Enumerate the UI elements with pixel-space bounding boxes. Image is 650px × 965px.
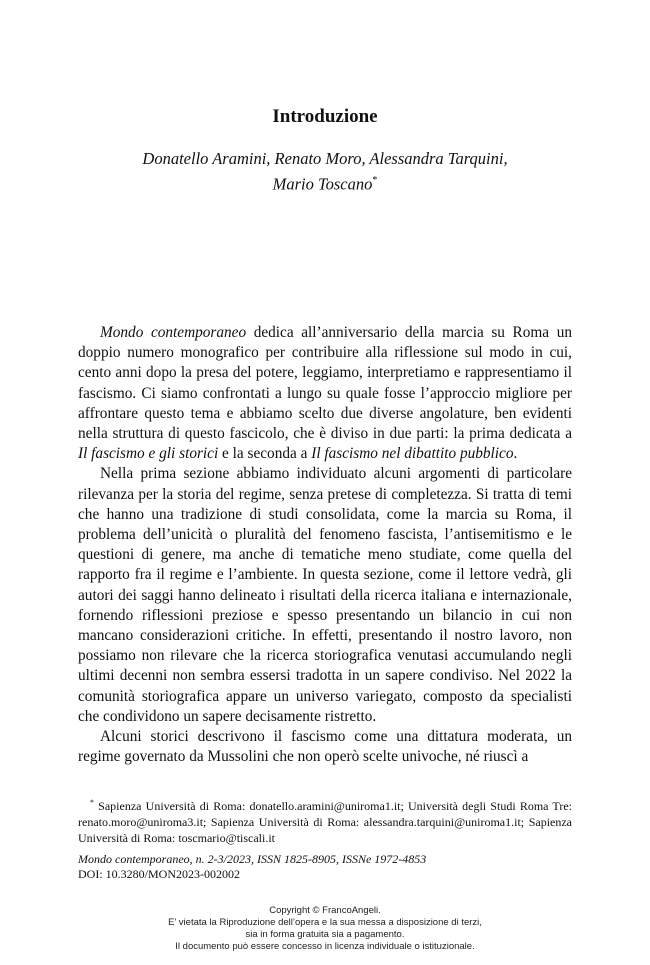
footnote-text (78, 795, 572, 846)
citation-block (78, 852, 572, 882)
copyright-line-3: sia in forma gratuita sia a pagamento. (245, 929, 405, 940)
footnote-marker: * (90, 798, 94, 807)
doi[interactable]: DOI: 10.3280/MON2023-002002 (78, 867, 240, 881)
last-author: Mario Toscano (272, 174, 373, 194)
section-title-1-italic: Il fascismo e gli storici (78, 445, 219, 463)
author-note-marker[interactable]: * (372, 175, 378, 186)
copyright-notice (0, 905, 650, 953)
footnote (78, 795, 572, 846)
journal-citation: Mondo contemporaneo, n. 2-3/2023, ISSN 1825-8905, ISSNe 1972-4853 (78, 852, 427, 866)
copyright-line-1: Copyright © FrancoAngeli. (269, 905, 381, 916)
authors-line-1: Donatello Aramini, Renato Moro, Alessandra Tarquini, (142, 149, 508, 168)
copyright-line-2: E’ vietata la Riproduzione dell’opera e la sua messa a disposizione di terzi, (168, 917, 482, 928)
article-body (78, 323, 572, 767)
footnote-affiliations: Sapienza Università di Roma: donatello.aramini@uniroma1.it; Università degli Studi Roma Tre: renato.moro@uniroma3.it; Sapienza Università di Roma: alessandra.tarquini@uniroma1.it; Sapienza Università di Roma: toscmario@tiscali.it (78, 799, 572, 845)
paragraph-3: Alcuni storici descrivono il fascismo come una dittatura moderata, un regime governato da Mussolini che non operò scelte univoche, né riuscì a (78, 728, 572, 766)
journal-name-italic: Mondo contemporaneo (100, 324, 247, 341)
copyright-line-4: Il documento può essere concesso in licenza individuale o istituzionale. (175, 941, 475, 952)
authors-line-2 (80, 170, 570, 196)
author-list (80, 148, 570, 196)
section-title-2-italic: Il fascismo nel dibattito pubblico (311, 445, 514, 463)
paragraph-1 (78, 323, 572, 464)
paragraph-1-text-b: e la seconda a (218, 445, 312, 463)
paragraph-1-text-a: dedica all’anniversario della marcia su Roma un doppio numero monografico per contribuire alla riflessione sul modo in cui, cento anni dopo la presa del potere, leggiamo, interpretiamo e rappresentiamo il fascismo. Ci siamo confrontati a lungo su quale fosse l’approccio migliore per affrontare questo tema e abbiamo scelto due diverse angolature, ben evidenti nella struttura di questo fascicolo, che è diviso in due parti: la prima dedicata a (78, 324, 572, 443)
paragraph-1-text-c: . (513, 445, 518, 463)
article-title: Introduzione (272, 106, 378, 127)
paragraph-2: Nella prima sezione abbiamo individuato alcuni argomenti di particolare rilevanza per la storia del regime, senza pretese di completezza. Si tratta di temi che hanno una tradizione di studi consolidata, come la marcia su Roma, il problema dell’unicità o pluralità del fenomeno fascista, l’antisemitismo e le questioni di genere, ma anche di tematiche meno studiate, come quella del rapporto fra il regime e l’ambiente. In questa sezione, come il lettore vedrà, gli autori dei saggi hanno delineato i risultati della ricerca italiana e internazionale, fornendo riflessioni preziose e spesso presentando un bilancio in cui non mancano considerazioni critiche. In effetti, presentando il nostro lavoro, non possiamo non rilevare che la ricerca storiografica venutasi accumulando negli ultimi decenni non sembra essersi tradotta in un sapere condiviso. Nel 2022 la comunità storiografica appare un universo variegato, composto da specialisti che condividono un sapere decisamente ristretto. (78, 465, 572, 725)
